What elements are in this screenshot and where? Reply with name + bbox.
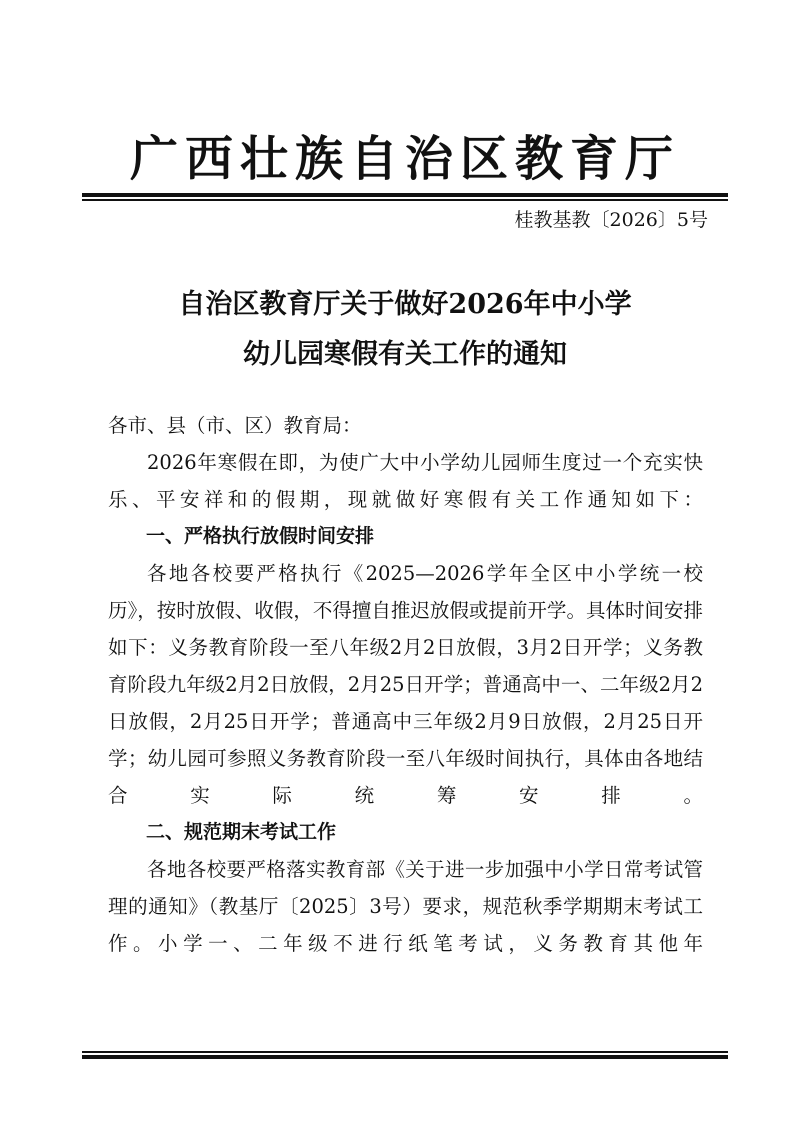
section-2-heading: 二、规范期末考试工作 xyxy=(146,821,337,843)
section-1-heading: 一、严格执行放假时间安排 xyxy=(146,525,375,547)
document-body xyxy=(108,407,703,962)
issuer-masthead: 广西壮族自治区教育厅 xyxy=(129,131,680,187)
intro-paragraph: 2026年寒假在即，为使广大中小学幼儿园师生度过一个充实快乐、平安祥和的假期，现就做好寒假有关工作通知如下： xyxy=(108,451,703,511)
title-line-1: 自治区教育厅关于做好2026年中小学 xyxy=(178,289,632,320)
section-1-paragraph: 各地各校要严格执行《2025—2026学年全区中小学统一校历》，按时放假、收假，不得擅自推迟放假或提前开学。具体时间安排如下：义务教育阶段一至八年级2月2日放假，3月2日开学；义务教育阶段九年级2月2日放假，2月25日开学；普通高中一、二年级2月2日放假，2月25日开学；普通高中三年级2月9日放假，2月25日开学；幼儿园可参照义务教育阶段一至八年级时间执行，具体由各地结合实际统筹安排。 xyxy=(108,562,703,807)
header-rule-thick xyxy=(82,193,728,197)
title-line-2: 幼儿园寒假有关工作的通知 xyxy=(243,339,567,370)
footer-rule-thin xyxy=(82,1051,728,1053)
document-number: 桂教基教〔2026〕5号 xyxy=(514,209,708,231)
header-rule-thin xyxy=(82,199,728,201)
footer-rule-thick xyxy=(82,1055,728,1059)
document-title xyxy=(82,280,728,380)
section-2-paragraph: 各地各校要严格落实教育部《关于进一步加强中小学日常考试管理的通知》（教基厅〔2025〕3号）要求，规范秋季学期期末考试工作。小学一、二年级不进行纸笔考试，义务教育其他年 xyxy=(108,858,703,955)
salutation: 各市、县（市、区）教育局： xyxy=(108,414,362,437)
